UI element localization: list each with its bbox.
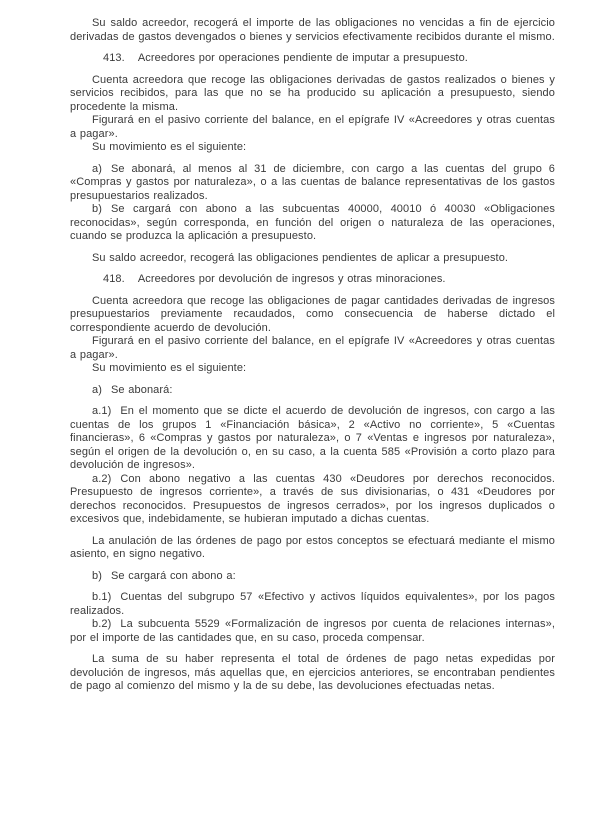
list-item-marker: a) [92,383,102,396]
paragraph [70,295,555,336]
paragraph-text: Se abonará: [110,383,173,396]
paragraph [70,141,555,155]
paragraph [70,335,555,362]
list-item [70,591,555,618]
paragraph [70,74,555,115]
paragraph-text: Se cargará con abono a las subcuentas 40000, 40010 ó 40030 «Obligaciones reconocidas», según corresponda, en función del origen o naturaleza de las operaciones, cuando se produzca la aplicación a presupuesto. [70,203,555,242]
paragraph-text: Cuenta acreedora que recoge las obligaciones derivadas de gastos realizados o bienes y servicios recibidos, para las que no se ha producido su aplicación a presupuesto, siendo procedente la misma. [70,73,555,113]
paragraph-text: La subcuenta 5529 «Formalización de ingresos por cuenta de relaciones internas», por el importe de las cantidades que, en su caso, proceda compensar. [70,618,555,644]
list-item-marker: b.1) [92,591,112,603]
paragraph-text: Cuenta acreedora que recoge las obligaciones de pagar cantidades derivadas de ingresos presupuestarios previamente recaudados, como consecuencia de haberse dictado el correspondiente acuerdo de devolución. [70,294,555,334]
section-title: Acreedores por operaciones pendiente de imputar a presupuesto. [137,52,468,64]
list-item-marker: a.2) [92,472,112,485]
paragraph-text: Cuentas del subgrupo 57 «Efectivo y activos líquidos equivalentes», por los pagos realizados. [70,591,555,617]
paragraph-text: Figurará en el pasivo corriente del balance, en el epígrafe IV «Acreedores y otras cuentas a pagar». [70,335,555,361]
list-item-marker: a) [92,162,102,175]
paragraph [70,362,555,376]
paragraph-text: Con abono negativo a las cuentas 430 «Deudores por derechos reconocidos. Presupuesto de ingresos corriente», a través de sus divisionarias, o 431 «Deudores por derechos reconocidos. Presupuestos de ingresos cerrados», por los ingresos duplicados o excesivos que, indebidamente, se hubieran imputado a dichas cuentas. [70,472,555,525]
paragraph-text: La anulación de las órdenes de pago por estos conceptos se efectuará mediante el mismo asiento, en signo negativo. [70,534,555,560]
paragraph [70,252,555,266]
list-item [70,203,555,244]
section-heading [70,273,555,287]
list-item [70,618,555,645]
paragraph-text: En el momento que se dicte el acuerdo de devolución de ingresos, con cargo a las cuentas de los grupos 1 «Financiación básica», 2 «Activo no corriente», 5 «Cuentas financieras», 6 «Compras y gastos por naturaleza», o 7 «Ventas e ingresos por naturaleza», según el origen de la devolución o, en su caso, a la cuenta 585 «Provisión a corto plazo para devolución de ingresos». [70,405,555,471]
paragraph-text: Su movimiento es el siguiente: [92,141,247,153]
list-item [70,384,555,398]
section-number: 413. [103,52,125,64]
list-item-marker: b) [92,203,102,215]
paragraph [70,17,555,44]
paragraph-text: Figurará en el pasivo corriente del balance, en el epígrafe IV «Acreedores y otras cuentas a pagar». [70,114,555,140]
paragraph-text: Se cargará con abono a: [110,569,236,582]
paragraph-text: Se abonará, al menos al 31 de diciembre, con cargo a las cuentas del grupo 6 «Compras y gastos por naturaleza», o a las cuentas de balance representativas de los gastos presupuestarios realizados. [70,162,555,202]
list-item-marker: b) [92,569,102,582]
paragraph [70,114,555,141]
paragraph-text: Su saldo acreedor, recogerá el importe de las obligaciones no vencidas a fin de ejercicio derivadas de gastos devengados o bienes y servicios efectivamente recibidos durante el mismo. [70,17,555,43]
list-item-marker: b.2) [92,618,112,630]
section-number: 418. [103,273,125,285]
section-title: Acreedores por devolución de ingresos y otras minoraciones. [137,273,446,285]
paragraph [70,535,555,562]
document-text [70,17,555,694]
list-item-marker: a.1) [92,405,112,417]
paragraph-text: Su saldo acreedor, recogerá las obligaciones pendientes de aplicar a presupuesto. [92,251,509,264]
paragraph-text: La suma de su haber representa el total de órdenes de pago netas expedidas por devolución de ingresos, más aquellas que, en ejercicios anteriores, se encontraban pendientes de pago al comienzo del mismo y la de su debe, las devoluciones efectuadas netas. [70,653,555,692]
paragraph-text: Su movimiento es el siguiente: [92,362,247,374]
paragraph [70,653,555,694]
list-item [70,163,555,204]
list-item [70,405,555,473]
list-item [70,570,555,584]
section-heading [70,52,555,66]
list-item [70,473,555,527]
